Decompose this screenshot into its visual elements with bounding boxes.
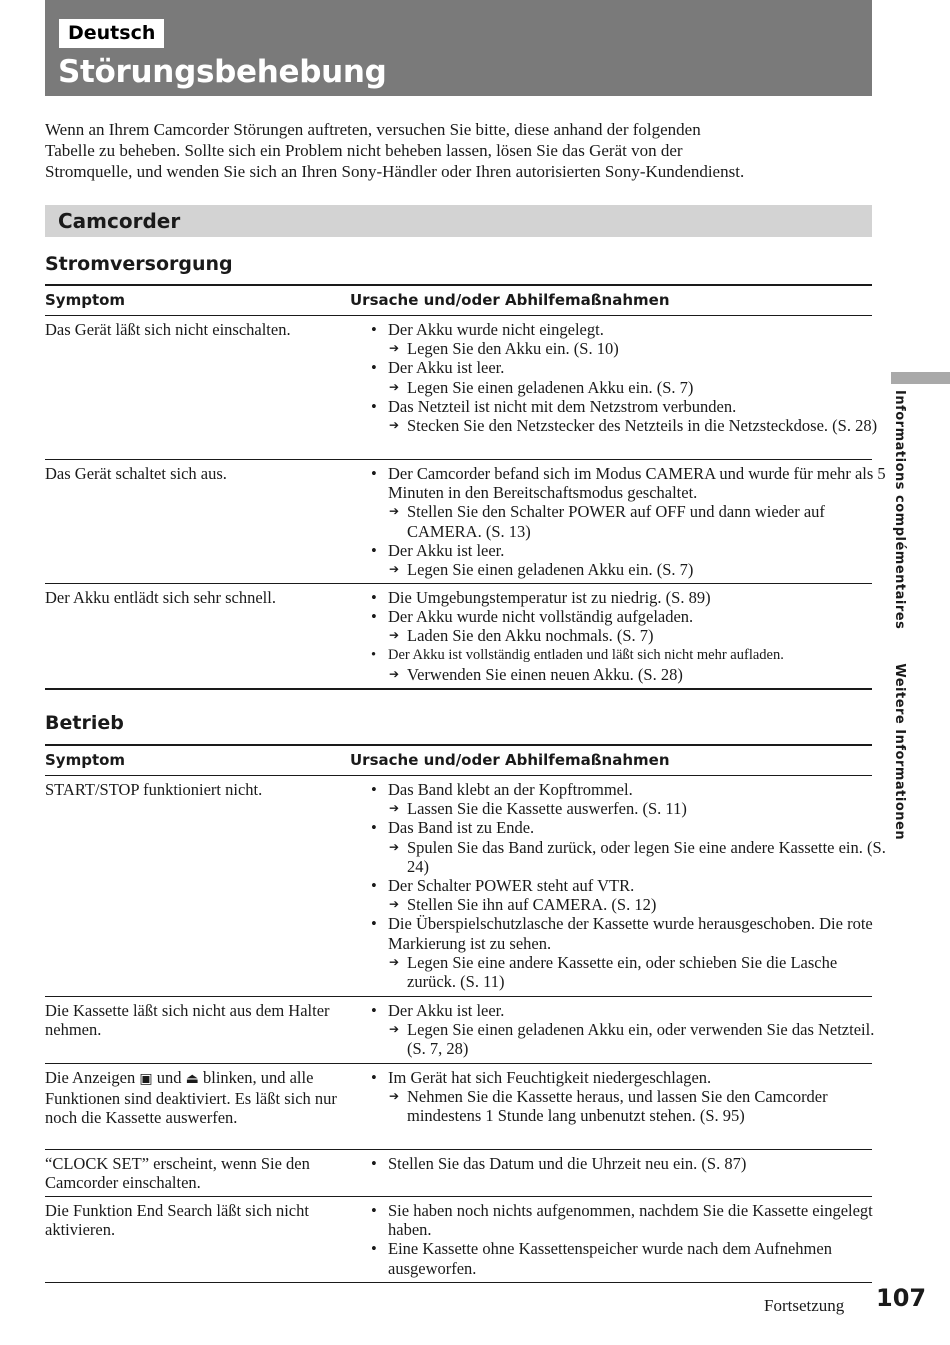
- cause-item: • Die Überspielschutzlasche der Kassette wurde herausgeschoben. Die rote Markierung ist zu sehen.: [370, 914, 890, 952]
- cause-cell: [370, 1001, 890, 1059]
- intro-line: Tabelle zu beheben. Sollte sich ein Problem nicht beheben lassen, lösen Sie das Gerät von der: [45, 141, 683, 160]
- symptom-cell: Der Akku entlädt sich sehr schnell.: [45, 588, 276, 607]
- cause-cell: [370, 780, 890, 991]
- side-tab-text: Informations complémentaires: [892, 390, 907, 630]
- intro-paragraph: [45, 119, 885, 182]
- cause-item: • Der Akku ist leer.: [370, 541, 890, 560]
- continued-label: Fortsetzung: [764, 1296, 845, 1315]
- cause-item: • Eine Kassette ohne Kassettenspeicher wurde nach dem Aufnehmen ausgeworfen.: [370, 1239, 890, 1277]
- table-row: [45, 1064, 872, 1150]
- cause-item: • Stellen Sie das Datum und die Uhrzeit neu ein. (S. 87): [370, 1154, 890, 1173]
- cause-item: • Der Akku wurde nicht vollständig aufgeladen.: [370, 607, 890, 626]
- column-header-symptom: Symptom: [45, 291, 126, 309]
- table-row: [45, 584, 872, 690]
- table-header: [45, 744, 872, 776]
- remedy-item: ➔ Legen Sie eine andere Kassette ein, oder schieben Sie die Lasche zurück. (S. 11): [370, 953, 890, 991]
- cause-cell: [370, 1068, 890, 1126]
- page-title: Störungsbehebung: [58, 54, 387, 90]
- remedy-item: ➔ Laden Sie den Akku nochmals. (S. 7): [370, 626, 890, 645]
- remedy-item: ➔ Verwenden Sie einen neuen Akku. (S. 28): [370, 665, 890, 684]
- eject-icon: ⏏: [185, 1071, 199, 1087]
- page-number: 107: [876, 1284, 927, 1312]
- cause-cell: [370, 464, 890, 579]
- column-header-cause: Ursache und/oder Abhilfemaßnahmen: [350, 291, 670, 309]
- symptom-cell: START/STOP funktioniert nicht.: [45, 780, 263, 799]
- subsection-title-operation: Betrieb: [45, 712, 124, 734]
- symptom-cell: Das Gerät läßt sich nicht einschalten.: [45, 320, 291, 339]
- remedy-item: ➔ Legen Sie einen geladenen Akku ein, oder verwenden Sie das Netzteil. (S. 7, 28): [370, 1020, 890, 1058]
- table-row: [45, 316, 878, 460]
- symptom-text: und: [152, 1068, 186, 1087]
- remedy-item: ➔ Stecken Sie den Netzstecker des Netzteils in die Netzsteckdose. (S. 28): [370, 416, 890, 435]
- cause-cell: [370, 1201, 890, 1278]
- side-tab-label: [889, 390, 909, 841]
- intro-line: Stromquelle, und wenden Sie sich an Ihren Sony-Händler oder Ihren autorisierten Sony-Kundendienst.: [45, 162, 745, 181]
- subsection-title-power: Stromversorgung: [45, 253, 233, 275]
- remedy-item: ➔ Legen Sie einen geladenen Akku ein. (S. 7): [370, 378, 890, 397]
- operation-table: [45, 744, 886, 1282]
- cause-item: • Der Akku ist vollständig entladen und läßt sich nicht mehr aufladen.: [370, 646, 890, 665]
- symptom-cell: Die Funktion End Search läßt sich nicht aktivieren.: [45, 1201, 309, 1240]
- symptom-cell: Das Gerät schaltet sich aus.: [45, 464, 227, 483]
- intro-line: Wenn an Ihrem Camcorder Störungen auftreten, versuchen Sie bitte, diese anhand der folgenden: [45, 120, 701, 139]
- table-row: [45, 776, 886, 997]
- footer-divider: [45, 1282, 872, 1283]
- symptom-cell: [45, 1068, 360, 1128]
- cause-cell: [370, 1154, 890, 1173]
- column-header-cause: Ursache und/oder Abhilfemaßnahmen: [350, 751, 670, 769]
- side-tab-marker: [891, 372, 950, 384]
- cause-cell: [370, 588, 890, 684]
- column-header-symptom: Symptom: [45, 751, 126, 769]
- cause-item: • Der Akku ist leer.: [370, 358, 890, 377]
- symptom-text: blinken, und alle Funktionen sind deaktiviert. Es läßt sich nur noch die Kassette auswerfen.: [45, 1068, 337, 1128]
- moisture-indicator-icon: ▣: [139, 1071, 153, 1087]
- table-row: [45, 1197, 872, 1282]
- cause-cell: [370, 320, 890, 435]
- remedy-item: ➔ Legen Sie den Akku ein. (S. 10): [370, 339, 890, 358]
- cause-item: • Das Netzteil ist nicht mit dem Netzstrom verbunden.: [370, 397, 890, 416]
- cause-item: • Sie haben noch nichts aufgenommen, nachdem Sie die Kassette eingelegt haben.: [370, 1201, 890, 1239]
- table-row: [45, 460, 886, 584]
- cause-item: • Der Akku wurde nicht eingelegt.: [370, 320, 890, 339]
- language-tag: Deutsch: [59, 19, 164, 48]
- remedy-item: ➔ Spulen Sie das Band zurück, oder legen Sie eine andere Kassette ein. (S. 24): [370, 838, 890, 876]
- cause-item: • Im Gerät hat sich Feuchtigkeit niedergeschlagen.: [370, 1068, 890, 1087]
- power-table: [45, 284, 886, 690]
- cause-item: • Der Akku ist leer.: [370, 1001, 890, 1020]
- table-row: [45, 997, 875, 1064]
- remedy-item: ➔ Stellen Sie den Schalter POWER auf OFF und dann wieder auf CAMERA. (S. 13): [370, 502, 890, 540]
- cause-item: • Das Band ist zu Ende.: [370, 818, 890, 837]
- table-header: [45, 284, 872, 316]
- cause-item: • Die Umgebungstemperatur ist zu niedrig. (S. 89): [370, 588, 890, 607]
- cause-item: • Das Band klebt an der Kopftrommel.: [370, 780, 890, 799]
- remedy-item: ➔ Lassen Sie die Kassette auswerfen. (S. 11): [370, 799, 890, 818]
- side-tab-text: Weitere Informationen: [892, 663, 907, 841]
- cause-item: • Der Camcorder befand sich im Modus CAMERA und wurde für mehr als 5 Minuten in den Bereitschaftsmodus geschaltet.: [370, 464, 890, 502]
- table-row: [45, 1150, 872, 1197]
- cause-item: • Der Schalter POWER steht auf VTR.: [370, 876, 890, 895]
- remedy-item: ➔ Nehmen Sie die Kassette heraus, und lassen Sie den Camcorder mindestens 1 Stunde lang unbenutzt stehen. (S. 95): [370, 1087, 890, 1125]
- section-title: Camcorder: [58, 209, 181, 233]
- symptom-cell: “CLOCK SET” erscheint, wenn Sie den Camcorder einschalten.: [45, 1154, 310, 1193]
- symptom-cell: Die Kassette läßt sich nicht aus dem Halter nehmen.: [45, 1001, 330, 1040]
- symptom-text: Die Anzeigen: [45, 1068, 140, 1087]
- remedy-item: ➔ Legen Sie einen geladenen Akku ein. (S. 7): [370, 560, 890, 579]
- remedy-item: ➔ Stellen Sie ihn auf CAMERA. (S. 12): [370, 895, 890, 914]
